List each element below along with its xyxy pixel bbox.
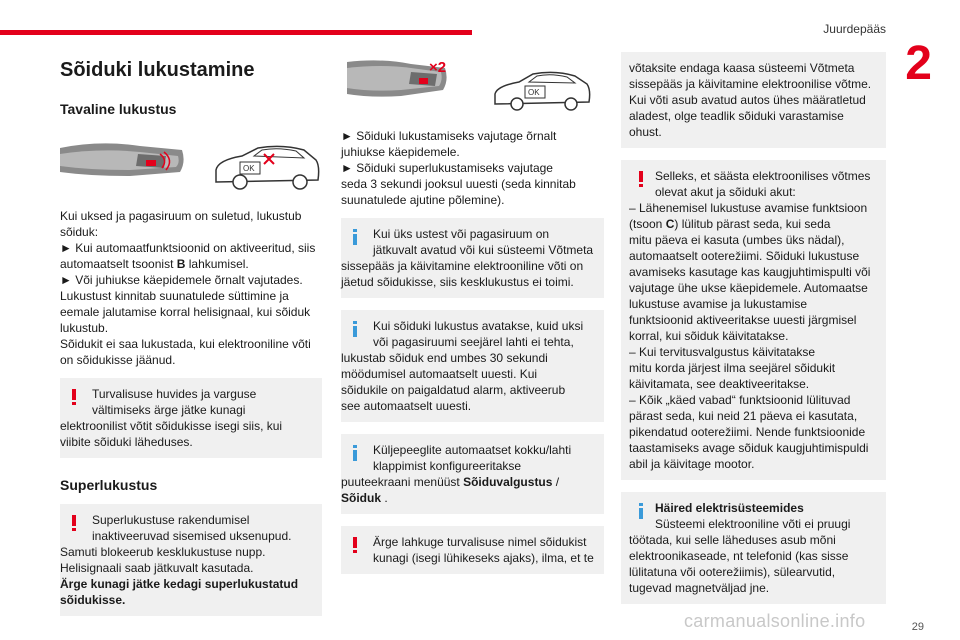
- ok-label: OK: [243, 164, 255, 173]
- page-title: Sõiduki lukustamine: [60, 59, 255, 81]
- illustration-normal-lock: [60, 132, 322, 196]
- subheading-normal-lock: Tavaline lukustus: [60, 101, 177, 117]
- info-box-mirrors: Küljepeeglite automaatset kokku/lahti klappimist konfigureeritakse puuteekraani menüüst Sõiduvalgustus / Sõiduk .: [341, 434, 604, 514]
- times-two-label: ×2: [429, 59, 447, 76]
- header-accent-bar: [0, 30, 472, 35]
- info-box-interference: Häired elektrisüsteemides Süsteemi elektrooniline võti ei pruugi töötada, kui selle läheduses asub mõni elektroonikaseade, nt telefonid (kas sisse lülitatuna või ooterežiimis), sülearvutid, tugevad magnetväljad jne.: [621, 492, 886, 604]
- door-handle-double-press-illustration: [341, 56, 604, 114]
- door-handle-illustration: [60, 132, 322, 196]
- warning-icon: [349, 537, 361, 553]
- section-title: Juurdepääs: [823, 22, 886, 36]
- warning-icon: [68, 389, 80, 405]
- info-box-relock: Kui sõiduki lukustus avatakse, kuid uksi või pagasiruumi seejärel lahti ei tehta, lukustab sõiduk end umbes 30 sekundi möödumisel automaatselt uuesti. Kui sõidukile on paigaldatud alarm, aktiveerub see automaatselt uuesti.: [341, 310, 604, 422]
- info-icon: [635, 503, 647, 519]
- watermark: carmanualsonline.info: [684, 611, 866, 631]
- warning-box-continued: võtaksite endaga kaasa süsteemi Võtmeta sissepääs ja käivitamine elektroonilise võtme. Kui võti asub avatud autos ühes määratletud aladest, olge teadlik sõiduki varastamise ohust.: [621, 52, 886, 148]
- warning-icon: [68, 515, 80, 531]
- info-icon: [349, 321, 361, 337]
- chapter-number: 2: [905, 37, 932, 90]
- info-box-central-lock: Kui üks ustest või pagasiruum on jätkuvalt avatud või kui süsteemi Võtmeta sissepääs ja käivitamine elektrooniline võti on jäetud sõidukisse, siis kesklukustus ei toimi.: [341, 218, 604, 298]
- warning-box-security: Turvalisuse huvides ja varguse vältimiseks ärge jätke kunagi elektroonilist võtit sõidukisse isegi siis, kui viibite sõiduki läheduses.: [60, 378, 322, 458]
- column-3: [621, 52, 886, 604]
- normal-lock-text: Kui uksed ja pagasiruum on suletud, lukustub sõiduk: ► Kui automaatfunktsioonid on aktiveeritud, siis automaatselt tsoonist B lahkumisel. ► Või juhiukse käepidemele õrnalt vajutades. Lukustust kinnitab suunatulede süttimine ja eemale jalutamise korral helisignaal, kui sõiduk lukustub. Sõidukit ei saa lukustada, kui elektrooniline võti on sõidukisse jäänud.: [60, 209, 316, 367]
- subheading-superlock: Superlukustus: [60, 477, 158, 493]
- car-icon: [216, 146, 319, 189]
- superlock-text: ► Sõiduki lukustamiseks vajutage õrnalt juhiukse käepidemele. ► Sõiduki superlukustamiseks vajutage seda 3 sekundi jooksul uuesti (seda kinnitab suunatulede ajutine põlemine).: [341, 129, 576, 207]
- warning-box-superlock: Superlukustuse rakendumisel inaktiveeruvad sisemised uksenupud. Samuti blokeerub kesklukustuse nupp. Helisignaali saab jätkuvalt kasutada. Ärge kunagi jätke kedagi superlukustatud sõidukisse.: [60, 504, 322, 616]
- warning-box-leave-vehicle: Ärge lahkuge turvalisuse nimel sõidukist kunagi (isegi lühikeseks ajaks), ilma, et te: [341, 526, 604, 574]
- illustration-superlock: [341, 56, 604, 114]
- column-2: [341, 56, 604, 574]
- ok-label: OK: [528, 88, 540, 97]
- info-icon: [349, 229, 361, 245]
- car-icon: [495, 72, 590, 110]
- column-1: [60, 56, 322, 616]
- page-number: 29: [911, 621, 924, 633]
- warning-icon: [635, 171, 647, 187]
- info-icon: [349, 445, 361, 461]
- warning-box-battery: Selleks, et säästa elektroonilises võtmes olevat akut ja sõiduki akut: – Lähenemisel lukustuse avamise funktsioon (tsoon C) lülitub pärast seda, kui seda mitu päeva ei kasuta (umbes üks nädal), automaatselt ooterežiimi. Sõiduki lukustuse avamiseks kasutage kas kaugjuhtimispulti või vajutage ühe ukse käepidemele. Automaatse lukustuse avamise ja lukustamise funktsioonid aktiveeritakse uuesti järgmisel korral, kui sõiduk käivitatakse. – Kui tervitusvalgustus käivitatakse mitu korda järjest ilma seejärel sõidukit käivitamata, see deaktiveeritakse. – Kõik „käed vabad“ funktsioonid lülituvad pärast seda, kui neid 21 päeva ei kasutata, pikendatud ooterežiimi. Nende funktsioonide taastamiseks avage sõiduk kaugjuhtimispuldi abil ja käivitage mootor.: [621, 160, 886, 480]
